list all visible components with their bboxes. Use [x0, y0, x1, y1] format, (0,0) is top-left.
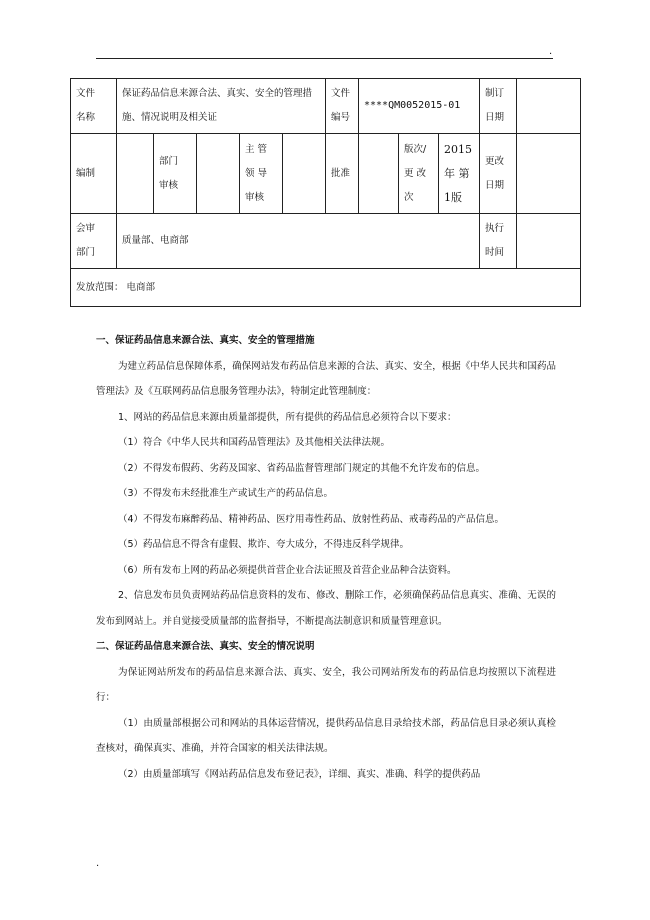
paragraph: （4）不得发布麻醉药品、精神药品、医疗用毒性药品、放射性药品、戒毒药品的产品信息。: [118, 513, 505, 525]
dept-review-value: [197, 134, 240, 214]
formulate-date-label: 制订 日期: [480, 79, 517, 134]
approve-label: 批准: [326, 134, 359, 214]
leader-review-label: 主 管 领 导 审核: [240, 134, 283, 214]
header-rule: [96, 58, 553, 59]
approve-value: [359, 134, 399, 214]
paragraph: （1）由质量部根据公司和网站的具体运营情况，提供药品信息目录给技术部，药品信息目录必须认真检查核对，确保真实、准确，并符合国家的相关法律法规。: [96, 717, 556, 754]
paragraph: （6）所有发布上网的药品必须提供首营企业合法证照及首营企业品种合法资料。: [118, 564, 457, 576]
paragraph: 1、网站的药品信息来源由质量部提供，所有提供的药品信息必须符合以下要求：: [118, 411, 457, 423]
exec-time-value: [517, 214, 581, 269]
paragraph: （2）由质量部填写《网站药品信息发布登记表》，详细、真实、准确、科学的提供药品: [118, 768, 481, 780]
paragraph: 2、信息发布员负责网站药品信息资料的发布、修改、删除工作，必须确保药品信息真实、准确、无误的发布到网站上。并自觉接受质量部的监督指导，不断提高法制意识和质量管理意识。: [96, 590, 556, 627]
paragraph: 为保证网站所发布的药品信息来源合法、真实、安全，我公司网站所发布的药品信息均按照以下流程进行：: [96, 666, 556, 703]
file-name-label: 文件 名称: [71, 79, 117, 134]
version-label: 版次/ 更 改 次: [399, 134, 439, 214]
compile-value: [117, 134, 154, 214]
version-value: 2015 年 第 1版: [439, 134, 480, 214]
header-mark: .: [549, 46, 553, 57]
exec-time-label: 执行 时间: [480, 214, 517, 269]
paragraph: （1）符合《中华人民共和国药品管理法》及其他相关法律法规。: [118, 437, 391, 448]
footer-mark: .: [96, 858, 100, 869]
section-heading-2: 二、保证药品信息来源合法、真实、安全的情况说明: [96, 641, 315, 652]
paragraph: （2）不得发布假药、劣药及国家、省药品监督管理部门规定的其他不允许发布的信息。: [118, 462, 486, 474]
dept-review-label: 部门 审核: [154, 134, 197, 214]
cosign-value: 质量部、电商部: [117, 214, 480, 269]
scope-value: 电商部: [126, 281, 156, 293]
paragraph: 为建立药品信息保障体系，确保网站发布药品信息来源的合法、真实、安全，根据《中华人民共和国药品管理法》及《互联网药品信息服务管理办法》，特制定此管理制度：: [96, 360, 556, 397]
scope-label: 发放范围：: [76, 281, 124, 293]
distribution-scope: [71, 269, 581, 307]
file-name-value: 保证药品信息来源合法、真实、安全的管理措施、情况说明及相关证: [117, 79, 326, 134]
change-date-value: [517, 134, 581, 214]
compile-label: 编制: [71, 134, 117, 214]
file-no-label: 文件 编号: [326, 79, 359, 134]
paragraph: （3）不得发布未经批准生产或试生产的药品信息。: [118, 488, 334, 499]
paragraph: （5）药品信息不得含有虚假、欺诈、夸大成分，不得违反科学规律。: [118, 539, 410, 550]
leader-review-value: [283, 134, 326, 214]
cosign-label: 会审 部门: [71, 214, 117, 269]
file-no-value: ****QM0052015-01: [359, 79, 480, 134]
document-body: [96, 328, 556, 787]
section-heading-1: 一、保证药品信息来源合法、真实、安全的管理措施: [96, 335, 315, 346]
formulate-date-value: [517, 79, 581, 134]
document-control-table: [70, 78, 581, 307]
change-date-label: 更改 日期: [480, 134, 517, 214]
